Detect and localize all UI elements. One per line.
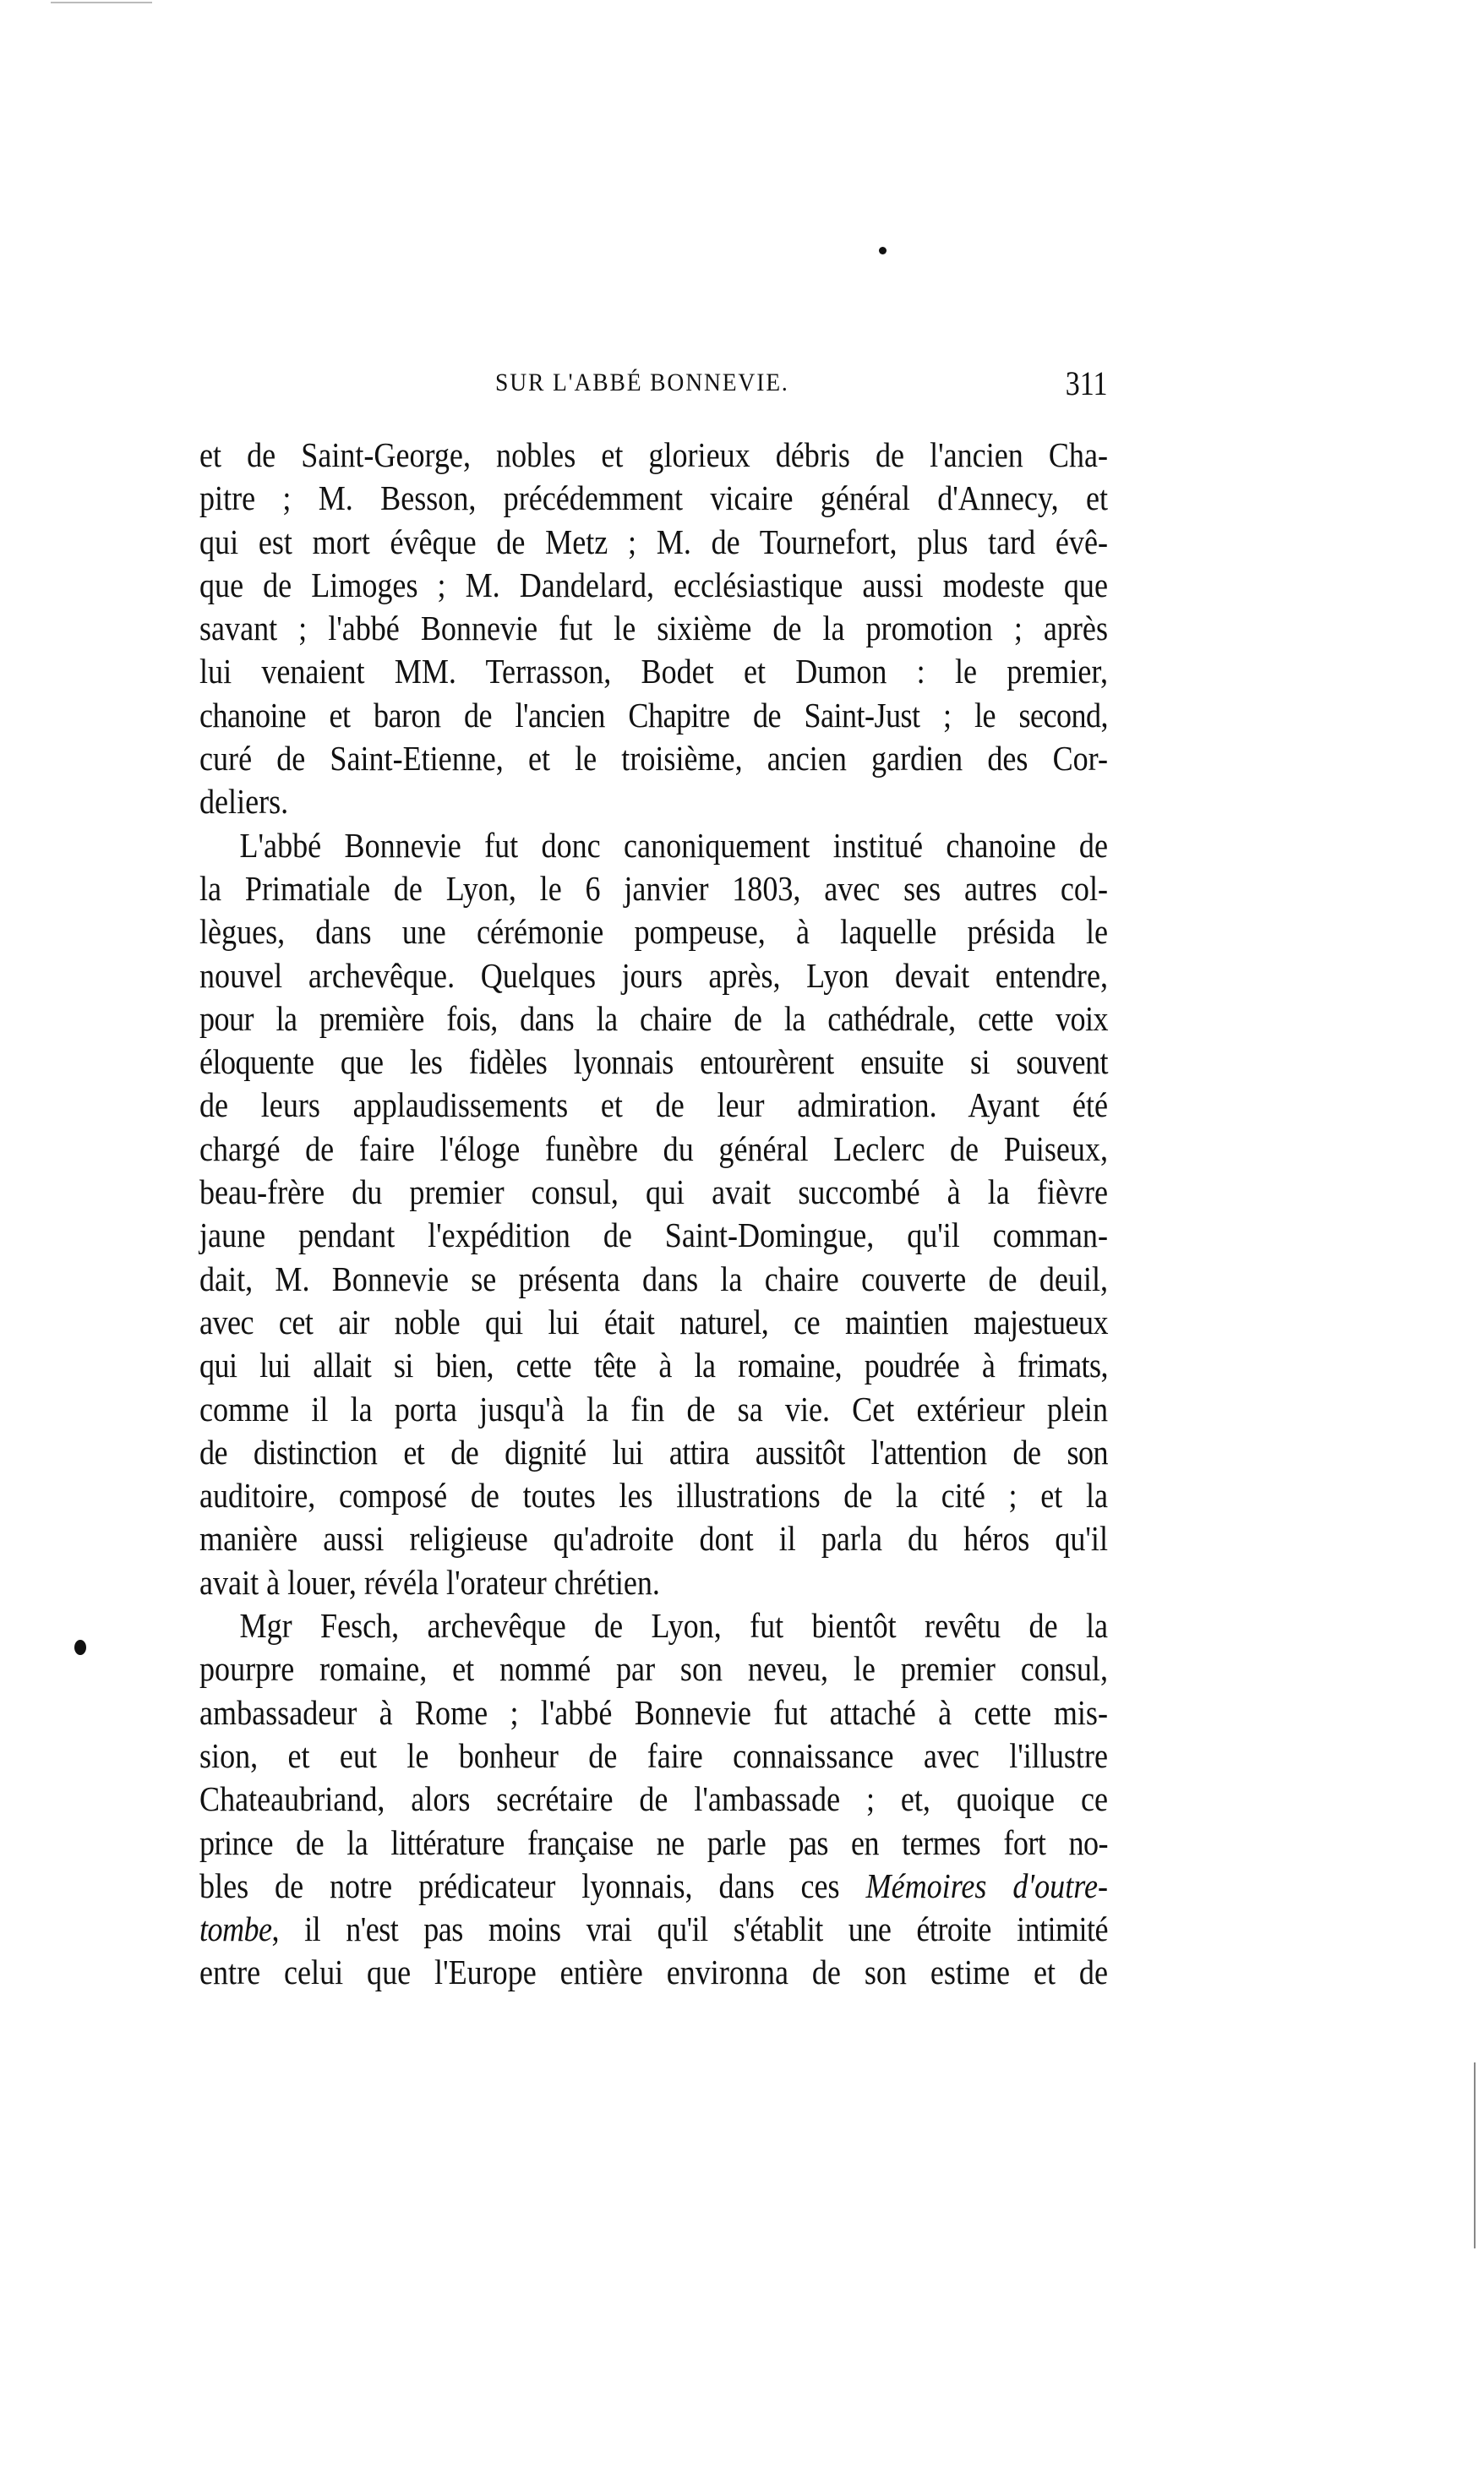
text-line: bles de notre prédicateur lyonnais, dans ces Mémoires d'outre- xyxy=(199,1866,1108,1905)
text-line: de distinction et de dignité lui attira aussitôt l'attention de son xyxy=(199,1432,1108,1472)
text-line: lui venaient MM. Terrasson, Bodet et Dumon : le premier, xyxy=(199,652,1108,691)
text-line: curé de Saint-Etienne, et le troisième, ancien gardien des Cor- xyxy=(199,739,1108,778)
text-line: savant ; l'abbé Bonnevie fut le sixième de la promotion ; après xyxy=(199,609,1108,648)
text-line: sion, et eut le bonheur de faire connaissance avec l'illustre xyxy=(199,1735,1108,1775)
text-line: ambassadeur à Rome ; l'abbé Bonnevie fut attaché à cette mis- xyxy=(199,1692,1108,1732)
text-line: dait, M. Bonnevie se présenta dans la chaire couverte de deuil, xyxy=(199,1259,1108,1298)
text-line: entre celui que l'Europe entière environna de son estime et de xyxy=(199,1953,1108,1992)
text-line: L'abbé Bonnevie fut donc canoniquement institué chanoine de xyxy=(239,825,1108,865)
text-line: auditoire, composé de toutes les illustrations de la cité ; et la xyxy=(199,1476,1108,1516)
text-line: pourpre romaine, et nommé par son neveu, le premier consul, xyxy=(199,1649,1108,1689)
scan-artifact xyxy=(51,2,152,3)
text-line: manière aussi religieuse qu'adroite dont il parla du héros qu'il xyxy=(199,1519,1108,1559)
text-line: avait à louer, révéla l'orateur chrétien. xyxy=(199,1562,660,1602)
page-number: 311 xyxy=(1066,364,1108,402)
text-line: avec cet air noble qui lui était naturel, ce maintien majestueux xyxy=(199,1302,1108,1341)
text-line: que de Limoges ; M. Dandelard, ecclésiastique aussi modeste que xyxy=(199,565,1108,604)
text-line: prince de la littérature française ne parle pas en termes fort no- xyxy=(199,1822,1108,1862)
running-header xyxy=(199,363,1108,407)
italic-title: tombe xyxy=(199,1909,272,1949)
text-line: pitre ; M. Besson, précédemment vicaire général d'Annecy, et xyxy=(199,478,1108,518)
text-line: lègues, dans une cérémonie pompeuse, à laquelle présida le xyxy=(199,912,1108,952)
text-line: éloquente que les fidèles lyonnais entourèrent ensuite si souvent xyxy=(199,1042,1108,1082)
text-line: de leurs applaudissements et de leur admiration. Ayant été xyxy=(199,1085,1108,1125)
text-line: jaune pendant l'expédition de Saint-Domingue, qu'il comman- xyxy=(199,1215,1108,1255)
text-line: Mgr Fesch, archevêque de Lyon, fut bientôt revêtu de la xyxy=(239,1606,1108,1646)
text-line: chargé de faire l'éloge funèbre du général Leclerc de Puiseux, xyxy=(199,1128,1108,1168)
text-line: la Primatiale de Lyon, le 6 janvier 1803, avec ses autres col- xyxy=(199,868,1108,908)
text-line: chanoine et baron de l'ancien Chapitre de Saint-Just ; le second, xyxy=(199,695,1108,735)
running-title: SUR L'ABBÉ BONNEVIE. xyxy=(495,369,789,396)
text-line: qui lui allait si bien, cette tête à la romaine, poudrée à frimats, xyxy=(199,1346,1108,1385)
text-line: comme il la porta jusqu'à la fin de sa vie. Cet extérieur plein xyxy=(199,1389,1108,1429)
italic-title: Mémoires d'outre- xyxy=(865,1866,1108,1905)
ink-blot xyxy=(74,1640,86,1655)
body-text xyxy=(199,434,1108,1995)
text-line: tombe, il n'est pas moins vrai qu'il s'établit une étroite intimité xyxy=(199,1909,1108,1949)
text-line: Chateaubriand, alors secrétaire de l'ambassade ; et, quoique ce xyxy=(199,1779,1108,1819)
ink-speck xyxy=(879,247,887,254)
text-line: nouvel archevêque. Quelques jours après, Lyon devait entendre, xyxy=(199,955,1108,995)
page-edge-line xyxy=(1474,2062,1476,2248)
text-line: beau-frère du premier consul, qui avait succombé à la fièvre xyxy=(199,1172,1108,1212)
text-line: et de Saint-George, nobles et glorieux débris de l'ancien Cha- xyxy=(199,435,1108,474)
text-line: qui est mort évêque de Metz ; M. de Tournefort, plus tard évê- xyxy=(199,522,1108,561)
text-line: deliers. xyxy=(199,782,289,822)
text-line: pour la première fois, dans la chaire de la cathédrale, cette voix xyxy=(199,998,1108,1038)
